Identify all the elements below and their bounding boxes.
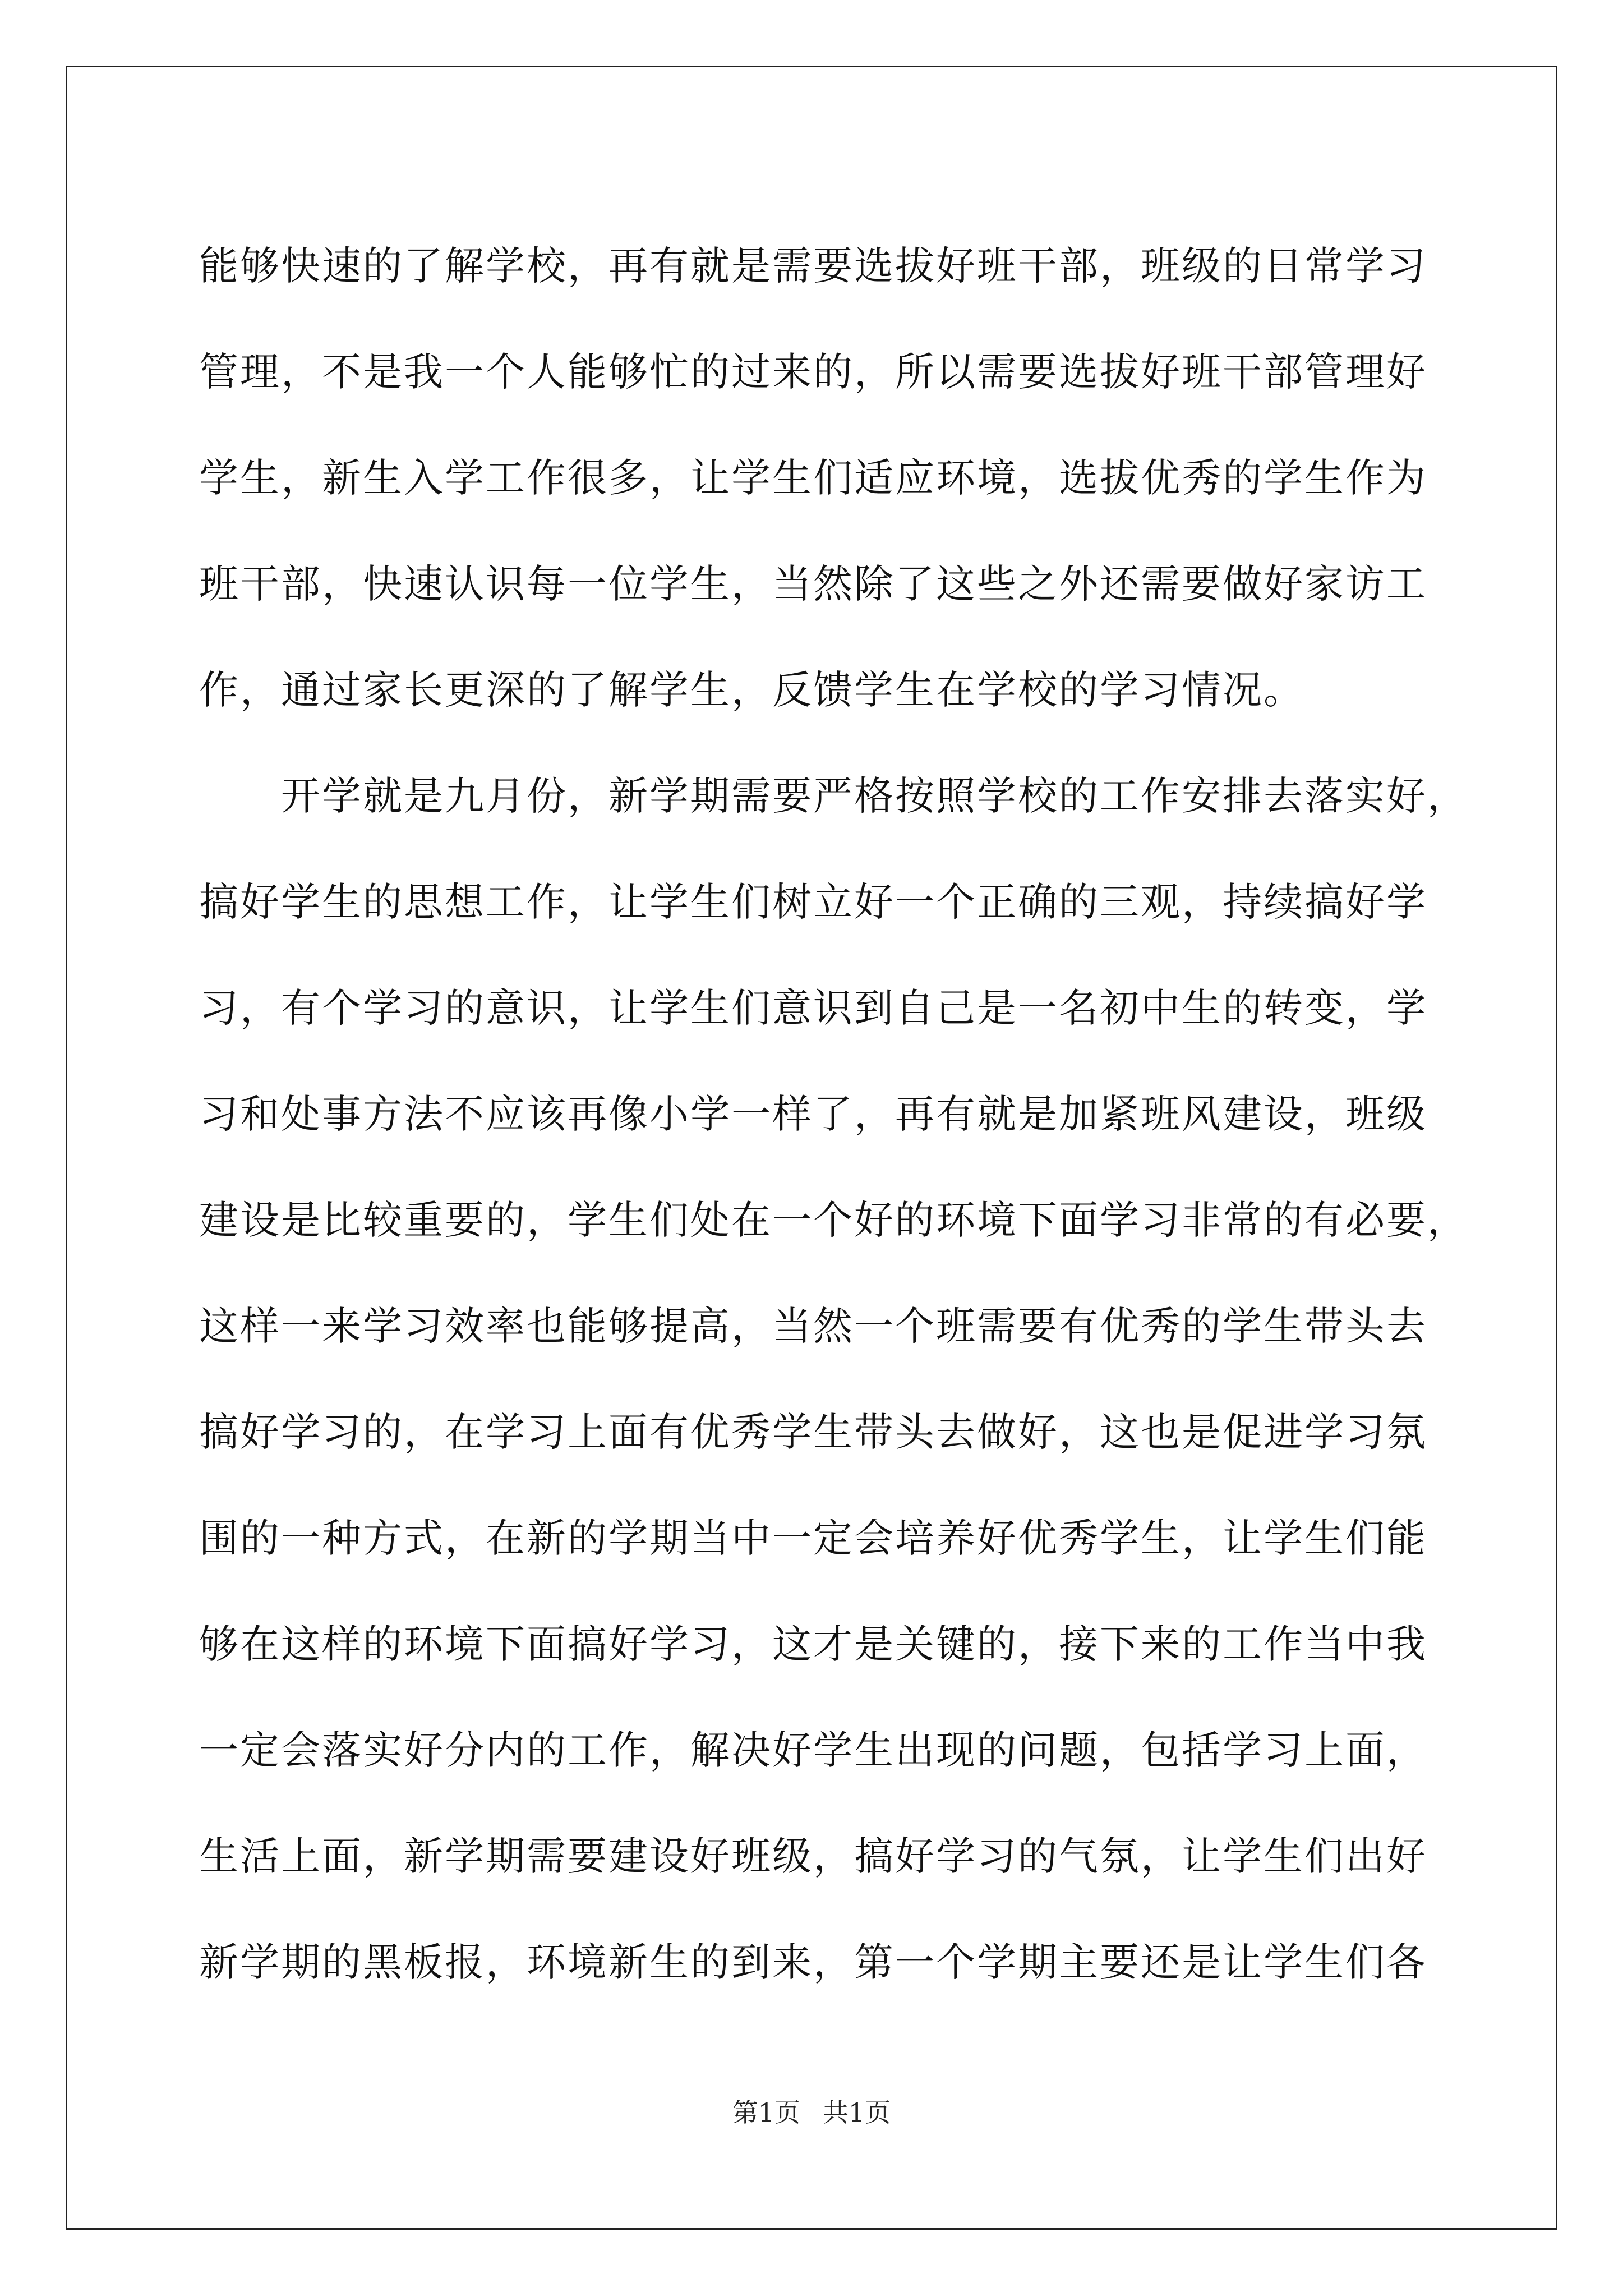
text-line: 班干部，快速认识每一位学生，当然除了这些之外还需要做好家访工 [199,561,1427,607]
document-body [199,213,1468,2016]
total-pages: 共1页 [823,2097,891,2128]
text-line: 搞好学生的思想工作，让学生们树立好一个正确的三观，持续搞好学 [199,879,1427,925]
text-line: 学生，新生入学工作很多，让学生们适应环境，选拔优秀的学生作为 [199,455,1427,501]
text-line: 生活上面，新学期需要建设好班级，搞好学习的气氛，让学生们出好 [199,1833,1427,1879]
text-line: 开学就是九月份，新学期需要严格按照学校的工作安排去落实好， [199,773,1468,819]
text-line: 这样一来学习效率也能够提高，当然一个班需要有优秀的学生带头去 [199,1303,1427,1349]
text-line: 能够快速的了解学校，再有就是需要选拔好班干部，班级的日常学习 [199,243,1427,289]
page-number: 第1页 [732,2097,800,2128]
page-footer [0,2092,1623,2129]
text-line: 新学期的黑板报，环境新生的到来，第一个学期主要还是让学生们各 [199,1939,1427,1985]
text-line: 够在这样的环境下面搞好学习，这才是关键的，接下来的工作当中我 [199,1621,1427,1667]
text-line: 围的一种方式，在新的学期当中一定会培养好优秀学生，让学生们能 [199,1515,1427,1561]
text-line: 作，通过家长更深的了解学生，反馈学生在学校的学习情况。 [199,667,1304,713]
text-line: 建设是比较重要的，学生们处在一个好的环境下面学习非常的有必要， [199,1197,1468,1243]
text-line: 管理，不是我一个人能够忙的过来的，所以需要选拔好班干部管理好 [199,349,1427,395]
text-line: 搞好学习的，在学习上面有优秀学生带头去做好，这也是促进学习氛 [199,1409,1427,1455]
text-line: 习，有个学习的意识，让学生们意识到自己是一名初中生的转变，学 [199,985,1427,1031]
text-line: 习和处事方法不应该再像小学一样了，再有就是加紧班风建设，班级 [199,1091,1427,1137]
text-line: 一定会落实好分内的工作，解决好学生出现的问题，包括学习上面， [199,1727,1427,1773]
